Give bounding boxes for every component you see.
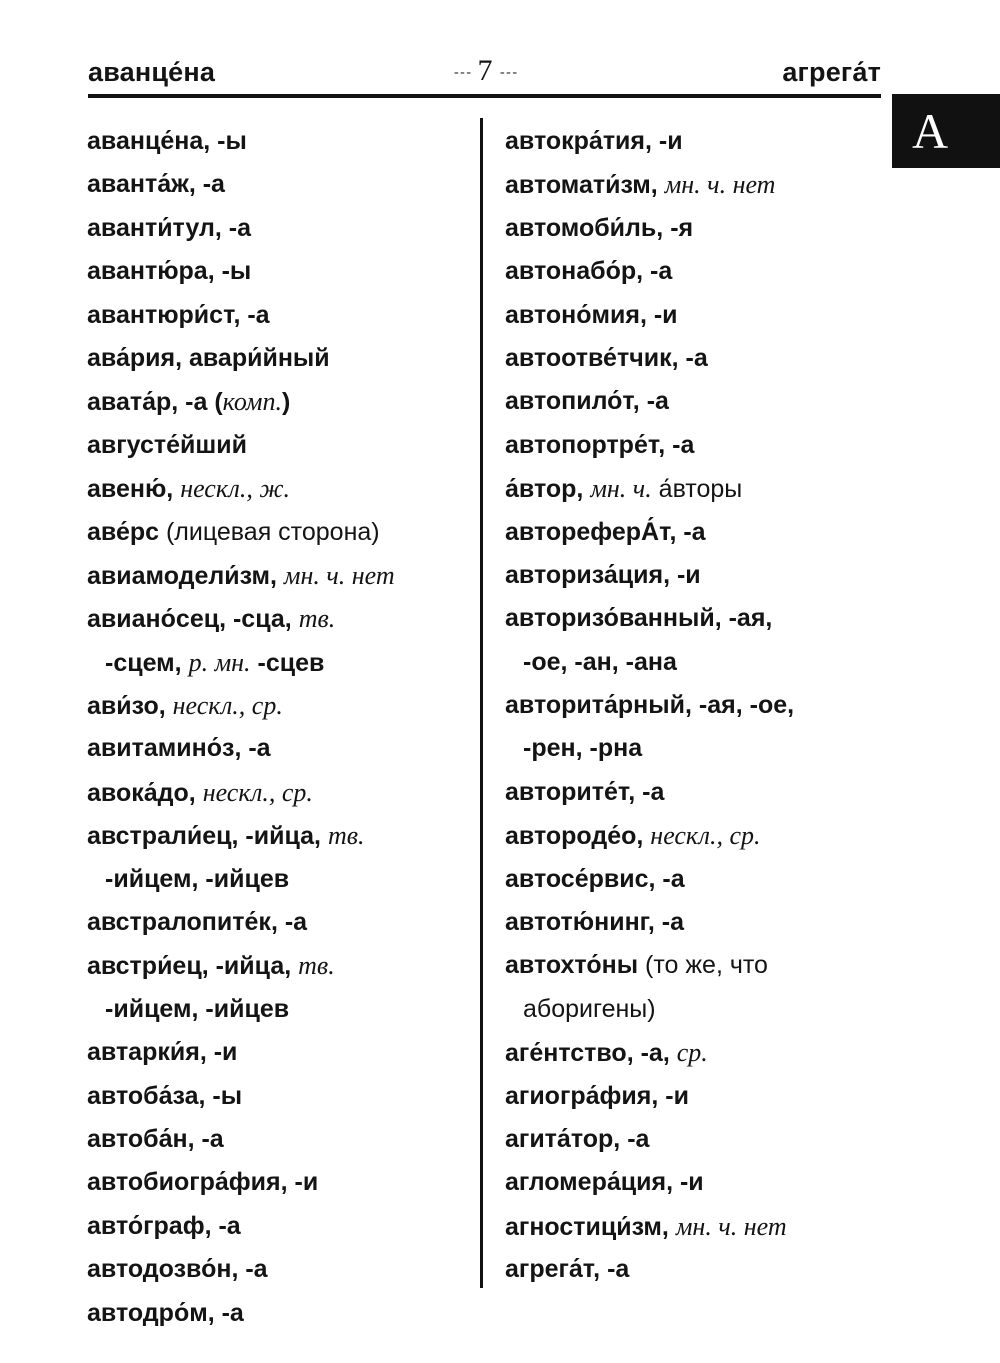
entry-continuation — [87, 988, 477, 1031]
headword: аге́нтство — [505, 1039, 627, 1068]
usage-label: тв. — [298, 951, 335, 981]
grammar-forms: , -ая, -ое, — [685, 691, 795, 720]
usage-label: тв. — [327, 821, 365, 851]
dictionary-entry — [87, 1248, 477, 1291]
usage-label: мн. ч. нет — [283, 560, 395, 590]
entry-continuation — [87, 641, 477, 684]
right-column — [505, 120, 885, 1292]
headword: автодозво́н — [87, 1255, 232, 1284]
dictionary-entry — [505, 1075, 885, 1118]
dictionary-entry — [505, 597, 885, 640]
headword: агиогра́фия — [505, 1081, 652, 1110]
usage-label: нескл., ж. — [180, 474, 291, 504]
grammar-forms: , -и — [639, 300, 678, 329]
dictionary-entry — [87, 901, 477, 944]
dictionary-entry — [505, 814, 885, 857]
dictionary-entry — [87, 1205, 477, 1248]
dictionary-entry — [505, 207, 885, 250]
dictionary-entry — [87, 597, 477, 640]
dictionary-entry — [87, 380, 477, 423]
dictionary-entry — [87, 1161, 477, 1204]
dictionary-entry — [87, 814, 477, 857]
dictionary-entry — [505, 380, 885, 423]
grammar-forms: , -а ( — [171, 388, 223, 417]
grammar-forms: , -а — [234, 734, 271, 763]
grammar-forms: , — [661, 1212, 676, 1241]
dictionary-entry — [87, 294, 477, 337]
headword: автохто́ны — [505, 951, 639, 980]
headword: а́втор — [505, 475, 577, 504]
grammar-forms: -ийцем, -ийцев — [105, 994, 290, 1023]
headword: аванти́тул — [87, 213, 215, 242]
usage-label: мн. ч. нет — [675, 1211, 787, 1241]
headword: аванце́на — [87, 127, 204, 155]
grammar-forms: , -и — [280, 1168, 319, 1197]
usage-label: нескл., ср. — [202, 777, 313, 807]
grammar-forms: , -я — [656, 213, 694, 242]
grammar-forms: , -и — [645, 127, 683, 155]
grammar-forms: , -а — [613, 1124, 650, 1153]
usage-label: тв. — [298, 604, 336, 634]
headword: автоотве́тчик — [505, 343, 672, 372]
dictionary-entry — [505, 120, 885, 163]
entry-note: (то же, что — [638, 951, 768, 980]
dictionary-entry — [505, 511, 885, 554]
entry-note: аборигены) — [523, 994, 656, 1023]
usage-label: нескл., ср. — [650, 821, 761, 851]
headword: агностици́зм — [505, 1212, 662, 1241]
headword: автобиогра́фия — [87, 1168, 281, 1197]
headword: автодро́м — [87, 1298, 208, 1327]
headword: ава́рия — [87, 343, 176, 372]
grammar-forms: , -а — [648, 864, 685, 893]
headword: ави́зо — [87, 692, 159, 721]
grammar-forms: -сцев — [250, 648, 325, 677]
right-guide-word: агрега́т — [782, 57, 881, 87]
dictionary-entry — [87, 163, 477, 206]
usage-label: мн. ч. — [590, 474, 652, 504]
dictionary-entry — [505, 467, 885, 510]
headword: авитамино́з — [87, 734, 235, 763]
grammar-forms: , -а, — [626, 1039, 677, 1068]
grammar-forms: , — [166, 475, 181, 504]
letter-thumb-tab: А — [892, 94, 1000, 168]
headword: австрали́ец — [87, 822, 232, 851]
page-number: - - - 7 - - - — [454, 54, 516, 87]
dictionary-entry — [505, 294, 885, 337]
headword: автоба́за — [87, 1081, 199, 1110]
grammar-forms: , -а — [233, 300, 270, 329]
left-column — [87, 120, 477, 1335]
headword: автопортре́т — [505, 430, 659, 459]
headword: авторите́т — [505, 777, 629, 806]
dictionary-entry — [505, 250, 885, 293]
dictionary-entry — [87, 511, 477, 554]
headword: авеню́ — [87, 475, 167, 504]
dictionary-entry — [505, 1118, 885, 1161]
dictionary-entry — [87, 120, 477, 163]
grammar-forms: , -а — [671, 343, 708, 372]
usage-label: ср. — [676, 1038, 708, 1068]
usage-label: нескл., ср. — [172, 691, 283, 721]
grammar-forms: , -ы — [203, 127, 247, 155]
usage-label: комп. — [222, 387, 282, 417]
grammar-forms: , — [269, 561, 284, 590]
headword: авиамодели́зм — [87, 561, 270, 590]
grammar-forms: , -ы — [198, 1081, 243, 1110]
headword: автоба́н — [87, 1124, 188, 1153]
entry-continuation — [505, 641, 885, 684]
headword: автосе́рвис — [505, 864, 649, 893]
headword: авантюри́ст — [87, 300, 234, 329]
grammar-forms: , — [188, 778, 203, 807]
grammar-forms: , -а — [188, 170, 225, 199]
dictionary-entry — [87, 1118, 477, 1161]
headword: авиано́сец — [87, 605, 220, 634]
headword: автороде́о — [505, 822, 637, 851]
grammar-forms: , -ая, — [714, 604, 773, 633]
grammar-forms: , -а — [669, 517, 706, 546]
headword: австралопите́к — [87, 908, 271, 937]
dictionary-entry — [505, 944, 885, 987]
dictionary-entry — [505, 1031, 885, 1074]
grammar-forms: , -а — [647, 908, 685, 937]
headword: авока́до — [87, 778, 189, 807]
left-guide-word: аванце́на — [88, 57, 216, 87]
column-divider — [480, 118, 483, 1288]
dictionary-entry — [505, 1205, 885, 1248]
grammar-forms: , -а — [636, 257, 673, 286]
headword: автокра́тия — [505, 127, 646, 155]
grammar-forms: , -ийца, — [231, 822, 328, 851]
dictionary-entry — [87, 554, 477, 597]
headword: автопило́т — [505, 387, 633, 416]
headword: автонабо́р — [505, 257, 637, 286]
grammar-forms: -сцем, — [105, 648, 189, 677]
dictionary-entry — [505, 1248, 885, 1291]
grammar-forms: , -и — [651, 1081, 689, 1110]
headword: аве́рс — [87, 517, 160, 546]
running-header — [88, 52, 881, 92]
dictionary-entry — [87, 1031, 477, 1074]
entry-note: (лицевая сторона) — [159, 517, 380, 546]
grammar-forms: , -а — [593, 1255, 630, 1284]
headword: агита́тор — [505, 1124, 614, 1153]
dictionary-entry — [505, 1161, 885, 1204]
grammar-forms: , — [576, 475, 591, 504]
dictionary-entry — [87, 771, 477, 814]
headword: агломера́ция — [505, 1168, 667, 1197]
page-number-value: 7 — [477, 54, 493, 87]
dictionary-entry — [505, 858, 885, 901]
grammar-forms: , -и — [199, 1038, 238, 1067]
usage-label: р. мн. — [188, 647, 251, 677]
header-rule — [88, 94, 881, 98]
headword: авантю́ра — [87, 257, 208, 286]
dictionary-entry — [505, 424, 885, 467]
headword: авторизо́ванный — [505, 604, 715, 633]
dictionary-entry — [87, 250, 477, 293]
dictionary-entry — [87, 684, 477, 727]
grammar-forms: ) — [281, 388, 291, 417]
grammar-forms: , -а — [270, 908, 308, 937]
dictionary-entry — [505, 901, 885, 944]
grammar-forms: , — [636, 822, 651, 851]
headword: авториза́ция — [505, 560, 664, 589]
headword: авторита́рный — [505, 691, 686, 720]
headword: австри́ец — [87, 952, 202, 981]
dictionary-entry — [505, 771, 885, 814]
grammar-forms: , авари́йный — [175, 343, 330, 372]
dictionary-entry — [87, 467, 477, 510]
grammar-forms: , — [650, 171, 665, 200]
grammar-forms: -рен, -рна — [523, 734, 643, 763]
dictionary-entry — [87, 424, 477, 467]
headword: автореферА́т — [505, 517, 670, 546]
grammar-forms: , -а — [204, 1211, 241, 1240]
grammar-forms: , -и — [663, 560, 701, 589]
headword: аванта́ж — [87, 170, 189, 199]
dictionary-entry — [87, 337, 477, 380]
headword: августе́йший — [87, 430, 247, 459]
entry-continuation — [505, 988, 885, 1031]
grammar-forms: -ийцем, -ийцев — [105, 864, 290, 893]
grammar-forms: , -сца, — [219, 605, 299, 634]
entry-continuation — [87, 858, 477, 901]
grammar-forms: , -а — [231, 1255, 268, 1284]
grammar-forms: , -а — [207, 1298, 244, 1327]
dictionary-entry — [87, 944, 477, 987]
dictionary-entry — [87, 1292, 477, 1335]
headword: агрега́т — [505, 1255, 594, 1284]
dictionary-entry — [505, 684, 885, 727]
grammar-forms: , -ийца, — [201, 952, 299, 981]
headword: автотю́нинг — [505, 908, 648, 937]
headword: автарки́я — [87, 1038, 200, 1067]
headword: авата́р — [87, 388, 172, 417]
dictionary-entry — [505, 163, 885, 206]
headword: автомоби́ль — [505, 213, 657, 242]
headword: автомати́зм — [505, 171, 651, 200]
grammar-forms: , -а — [187, 1124, 224, 1153]
dictionary-entry — [87, 207, 477, 250]
grammar-forms: , — [158, 692, 173, 721]
dictionary-entry — [87, 1075, 477, 1118]
dictionary-entry — [505, 554, 885, 597]
grammar-forms: , -а — [214, 213, 252, 242]
grammar-forms: -ое, -ан, -ана — [523, 647, 677, 676]
entry-note: а́вторы — [651, 475, 743, 504]
entry-continuation — [505, 727, 885, 770]
grammar-forms: , -ы — [207, 257, 252, 286]
dictionary-entry — [87, 727, 477, 770]
grammar-forms: , -а — [658, 430, 695, 459]
dictionary-entry — [505, 337, 885, 380]
usage-label: мн. ч. нет — [664, 170, 776, 200]
grammar-forms: , -а — [628, 777, 665, 806]
headword: автоно́мия — [505, 300, 640, 329]
headword: авто́граф — [87, 1211, 205, 1240]
grammar-forms: , -а — [632, 387, 669, 416]
grammar-forms: , -и — [666, 1168, 704, 1197]
